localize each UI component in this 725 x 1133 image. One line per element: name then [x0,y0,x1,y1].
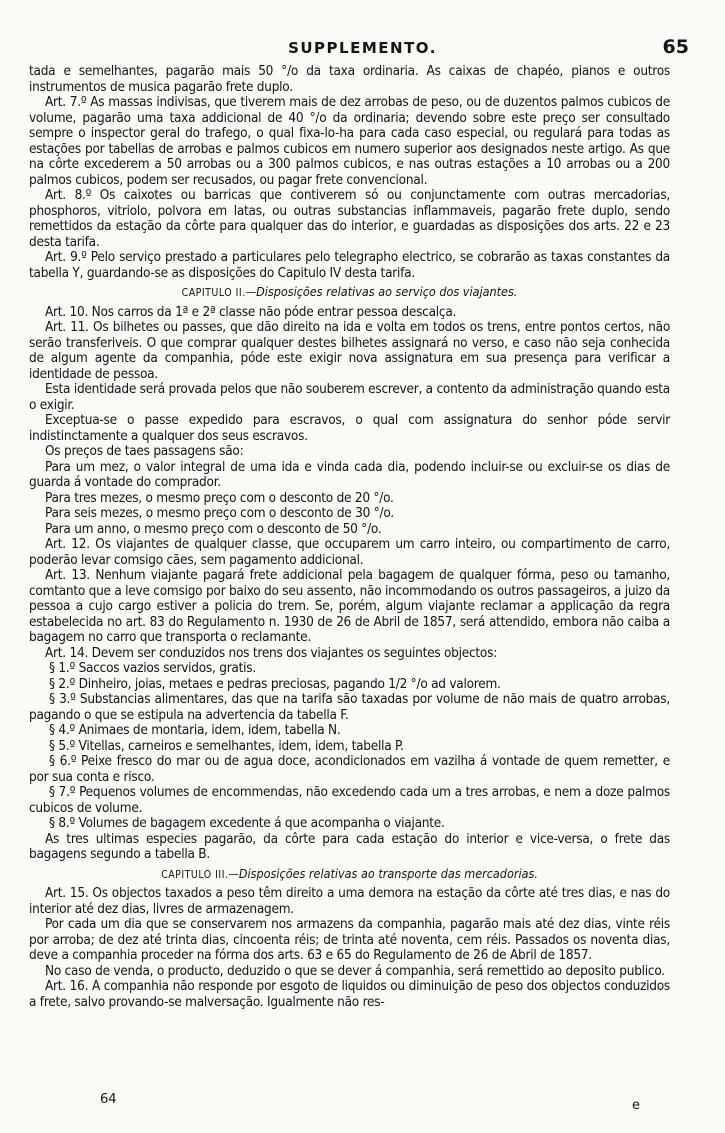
section-item: § 6.º Peixe fresco do mar ou de agua doce, acondicionados em vazilha á vontade de quem remetter, e por sua conta e risco. [29,753,670,785]
section-item: § 2.º Dinheiro, joias, metaes e pedras preciosas, pagando 1/2 °/o ad valorem. [49,675,501,692]
catchword: e [632,1098,640,1113]
chapter-3-heading [29,866,670,884]
page-number: 65 [662,36,689,58]
paragraph: Exceptua-se o passe expedido para escravos, o qual com assignatura do senhor póde servir indistinctamente a qualquer dos seus escravos. [29,412,670,444]
paragraph: Esta identidade será provada pelos que não souberem escrever, a contento da administração quando esta o exigir. [29,381,670,413]
article-16: Art. 16. A companhia não responde por esgoto de liquidos ou diminuição de peso dos objectos conduzidos a frete, salvo provando-se malversação. Igualmente não res- [29,978,670,1010]
paragraph: Para um mez, o valor integral de uma ida e vinda cada dia, podendo incluir-se ou excluir-se os dias de guarda á vontade do comprador. [29,458,670,490]
paragraph: tada e semelhantes, pagarão mais 50 °/o da taxa ordinaria. As caixas de chapéo, pianos e outros instrumentos de musica pagarão frete duplo. [29,63,670,95]
section-item: § 8.º Volumes de bagagem excedente á que acompanha o viajante. [49,815,445,831]
chapter-2-heading [29,284,670,302]
section-item: § 7.º Pequenos volumes de encommendas, não excedendo cada um a tres arrobas, e nem a doze palmos cubicos de volume. [29,784,670,816]
article-9: Art. 9.º Pelo serviço prestado a particulares pelo telegrapho electrico, se cobrarão as taxas constantes da tabella Y, guardando-se as disposições do Capitulo IV desta tarifa. [29,249,670,281]
section-item: § 1.º Saccos vazios servidos, gratis. [49,660,256,676]
chapter-title: Disposições relativas ao serviço dos viajantes. [256,284,518,299]
paragraph: Por cada um dia que se conservarem nos armazens da companhia, pagarão mais até dez dias, vinte réis por arroba; de dez até trinta dias, cincoenta réis; de trinta até noventa, cem réis. Passados os noventa dias, deve a companhia proceder na fórma dos arts. 63 e 65 do Regulamento de 26 de Abril de 1857. [29,916,670,963]
body-text [29,64,670,1010]
paragraph: Para seis mezes, o mesmo preço com o desconto de 30 °/o. [45,505,394,521]
section-item: § 4.º Animaes de montaria, idem, idem, tabella N. [49,722,341,738]
page-footer [100,1092,640,1113]
chapter-label: CAPITULO II. [181,287,246,299]
article-12: Art. 12. Os viajantes de qualquer classe, que occuparem um carro inteiro, ou compartimento de carro, poderão levar comsigo cães, sem pagamento addicional. [29,536,670,568]
article-15: Art. 15. Os objectos taxados a peso têm direito a uma demora na estação da côrte até tres dias, e nas do interior até dez dias, livres de armazenagem. [29,885,670,917]
section-item: § 5.º Vitellas, carneiros e semelhantes, idem, idem, tabella P. [49,737,404,754]
header-title: SUPPLEMENTO. [288,39,437,57]
paragraph: Para um anno, o mesmo preço com o desconto de 50 °/o. [45,520,382,537]
paragraph: Para tres mezes, o mesmo preço com o desconto de 20 °/o. [45,489,394,506]
article-13: Art. 13. Nenhum viajante pagará frete addicional pela bagagem de qualquer fórma, peso ou tamanho, comtanto que a leve comsigo por baixo do seu assento, não incommodando os outros passageiros, a juizo da pessoa a cujo cargo estiver a policia do trem. Se, porém, algum viajante reclamar a applicação da regra estabelecida no art. 83 do Regulamento n. 1930 de 26 de Abril de 1857, será attendido, embora não caiba a bagagem no carro que transporta o reclamante. [29,567,670,645]
chapter-label: CAPITULO III. [161,868,229,881]
paragraph: No caso de venda, o producto, deduzido o que se dever á companhia, será remettido ao deposito publico. [45,962,665,979]
chapter-dash: — [228,866,239,881]
chapter-title: Disposições relativas ao transporte das mercadorias. [238,865,538,881]
paragraph: Os preços de taes passagens são: [45,443,244,459]
paragraph: As tres ultimas especies pagarão, da côrte para cada estação do interior e vice-versa, o frete das bagagens segundo a tabella B. [29,830,670,862]
article-10: Art. 10. Nos carros da 1ª e 2ª classe não póde entrar pessoa descalça. [45,303,457,320]
article-11: Art. 11. Os bilhetes ou passes, que dão direito na ida e volta em todos os trens, entre pontos certos, não serão transferiveis. O que comprar qualquer destes bilhetes assignará no verso, e caso não seja conhecida de algum agente da companhia, póde este exigir nova assignatura em sua presença para verificar a identidade de pessoa. [29,319,670,382]
signature-mark: 64 [100,1092,117,1107]
article-8: Art. 8.º Os caixotes ou barricas que contiverem só ou conjunctamente com outras mercadorias, phosphoros, vitriolo, polvora em latas, ou outras substancias inflammaveis, pagarão frete duplo, sendo remettidos da estação da côrte para qualquer das do interior, e guardadas as disposições dos arts. 22 e 23 desta tarifa. [29,187,670,250]
article-7: Art. 7.º As massas indivisas, que tiverem mais de dez arrobas de peso, ou de duzentos palmos cubicos de volume, pagarão uma taxa addicional de 40 °/o da ordinaria; devendo sobre este preço ser consultado sempre o inspector geral do trafego, o qual fixa-lo-ha para cada caso especial, ou regulará para todas as estações por tabellas de arrobas e palmos cubicos em numero superior aos designados neste artigo. As que na côrte excederem a 50 arrobas ou a 300 palmos cubicos, e nas outras estações a 10 arrobas ou a 200 palmos cubicos, podem ser recusados, ou pagar frete convencional. [29,94,670,188]
running-header [28,38,697,62]
section-item: § 3.º Substancias alimentares, das que na tarifa são taxadas por volume de não mais de quatro arrobas, pagando o que se estipula na advertencia da tabella F. [29,691,670,723]
chapter-dash: — [245,285,257,299]
article-14: Art. 14. Devem ser conduzidos nos trens dos viajantes os seguintes objectos: [45,644,498,661]
